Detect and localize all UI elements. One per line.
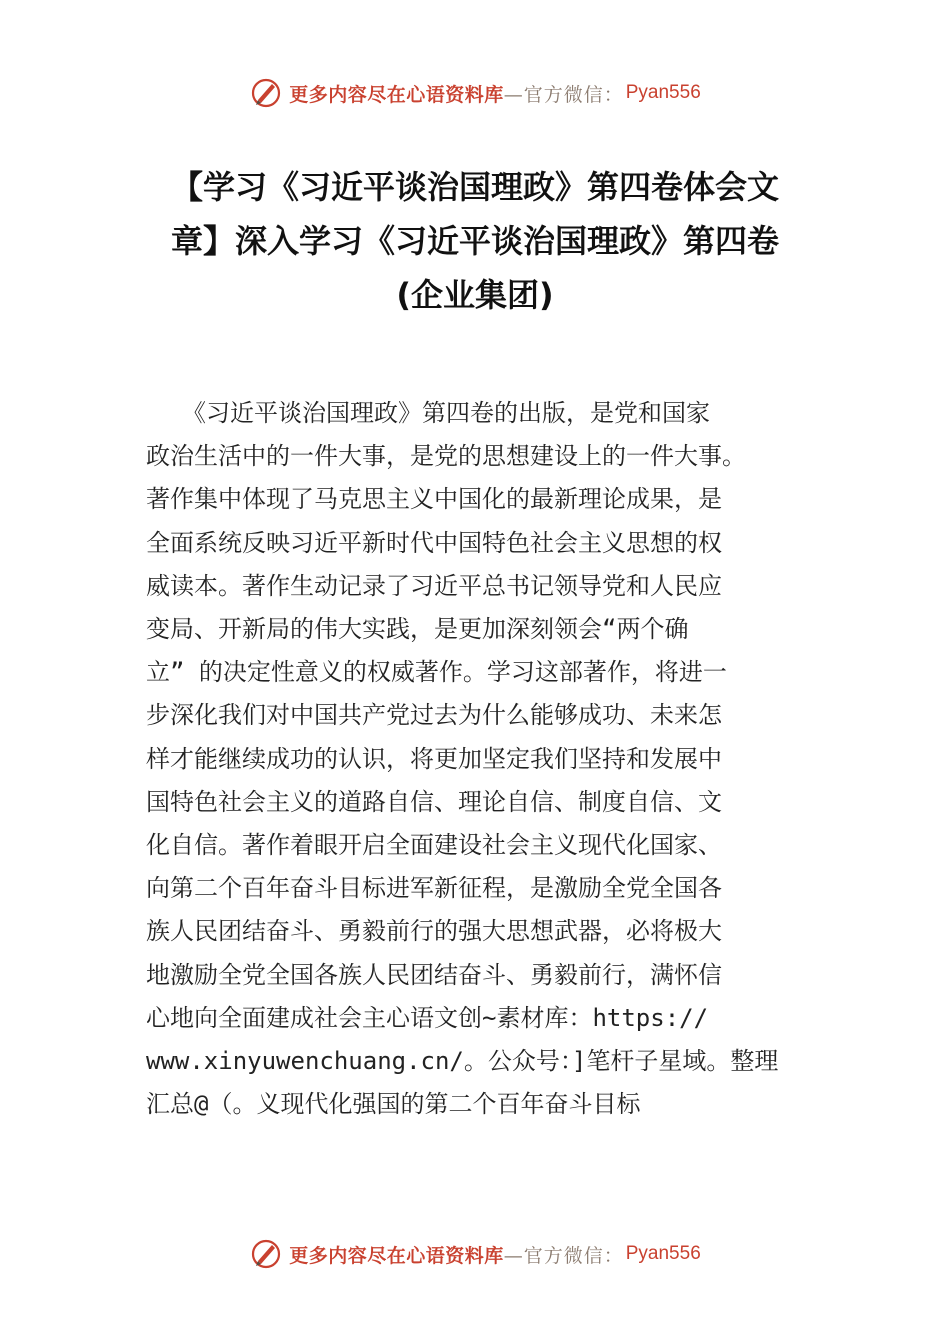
body-line: 政治生活中的一件大事，是党的思想建设上的一件大事。 bbox=[146, 442, 746, 471]
title-line: (企业集团) bbox=[396, 276, 554, 314]
body-line: 心地向全面建成社会主心语文创~素材库：https:// bbox=[146, 1003, 709, 1032]
title-line: 【学习《习近平谈治国理政》第四卷体会文 bbox=[170, 168, 779, 206]
body-line: 汇总@（。义现代化强国的第二个百年奋斗目标 bbox=[146, 1090, 641, 1119]
body-line: 样才能继续成功的认识，将更加坚定我们坚持和发展中 bbox=[146, 744, 722, 773]
body-line: 变局、开新局的伟大实践，是更加深刻领会“两个确 bbox=[146, 615, 689, 644]
body-line: 全面系统反映习近平新时代中国特色社会主义思想的权 bbox=[146, 528, 722, 557]
body-line: 立” 的决定性意义的权威著作。学习这部著作，将进一 bbox=[146, 658, 727, 687]
body-line: 国特色社会主义的道路自信、理论自信、制度自信、文 bbox=[146, 787, 722, 816]
title-line: 章】深入学习《习近平谈治国理政》第四卷 bbox=[170, 222, 779, 260]
pen-logo-icon bbox=[249, 76, 283, 110]
body-line: 威读本。著作生动记录了习近平总书记领导党和人民应 bbox=[146, 571, 722, 600]
body-line: 族人民团结奋斗、勇毅前行的强大思想武器，必将极大 bbox=[146, 917, 722, 946]
footer-banner-label: —官方微信： bbox=[503, 1244, 624, 1267]
body-line: 著作集中体现了马克思主义中国化的最新理论成果，是 bbox=[146, 485, 722, 514]
header-banner-text: 更多内容尽在心语资料库 bbox=[289, 83, 504, 106]
body-line: 向第二个百年奋斗目标进军新征程，是激励全党全国各 bbox=[146, 874, 722, 903]
body-line: 步深化我们对中国共产党过去为什么能够成功、未来怎 bbox=[146, 701, 722, 730]
body-line: 化自信。著作着眼开启全面建设社会主义现代化国家、 bbox=[146, 831, 722, 860]
body-line: 《习近平谈治国理政》第四卷的出版，是党和国家 bbox=[146, 399, 710, 427]
footer-banner bbox=[0, 1234, 950, 1274]
pen-logo-icon bbox=[249, 1237, 283, 1271]
header-banner-label: —官方微信： bbox=[503, 83, 624, 106]
body-paragraph bbox=[146, 392, 846, 1126]
document-title bbox=[150, 160, 800, 322]
header-banner bbox=[0, 73, 950, 113]
footer-banner-handle: Pyan556 bbox=[625, 1243, 701, 1264]
body-line: 地激励全党全国各族人民团结奋斗、勇毅前行，满怀信 bbox=[146, 960, 722, 989]
header-banner-handle: Pyan556 bbox=[625, 82, 701, 103]
footer-banner-text: 更多内容尽在心语资料库 bbox=[289, 1244, 504, 1267]
body-line: www.xinyuwenchuang.cn/。公众号：]笔杆子星域。整理 bbox=[146, 1047, 779, 1076]
